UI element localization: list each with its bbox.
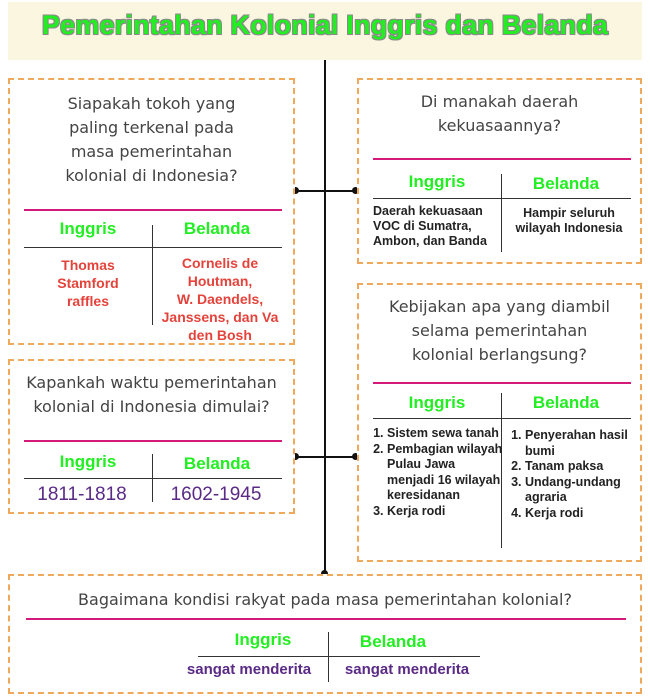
value-line: raffles — [66, 293, 110, 309]
daerah-box — [357, 78, 642, 264]
tokoh-box — [8, 78, 295, 345]
divider-pink — [373, 382, 631, 384]
connector-branch-middle — [296, 456, 356, 458]
table-column-rule — [328, 632, 329, 682]
tokoh-inggris-value — [24, 256, 152, 310]
question-line: Di manakah daerah — [420, 92, 579, 111]
value-line: Hampir seluruh — [523, 206, 615, 220]
list-item: 1. Penyerahan hasil bumi — [525, 428, 649, 459]
list-item: 2. Pembagian wilayah Pulau Jawa menjadi 16 wilayah keresidanan — [387, 442, 505, 504]
tokoh-belanda-value — [152, 254, 288, 344]
question-line: Siapakah tokoh yang — [67, 94, 236, 113]
value-line: den Bosh — [188, 327, 252, 343]
question-line: paling terkenal pada — [69, 118, 234, 137]
daerah-belanda-value — [503, 206, 635, 236]
value-line: VOC di Sumatra, — [373, 219, 472, 233]
question-line: kolonial di Indonesia? — [65, 166, 238, 185]
kebijakan-question — [359, 295, 640, 367]
value-line: Daerah kekuasaan — [373, 204, 483, 218]
title-banner — [8, 2, 642, 60]
central-connector-line — [324, 60, 326, 576]
table-header-rule — [373, 198, 631, 199]
kebijakan-belanda-list — [507, 428, 649, 521]
list-item: 3. Undang-undang agraria — [525, 475, 649, 506]
divider-pink — [373, 158, 631, 160]
divider-pink — [24, 440, 282, 442]
question-line: Kebijakan apa yang diambil — [389, 297, 610, 316]
list-item: 1. Sistem sewa tanah — [387, 426, 505, 442]
kebijakan-inggris-list — [369, 426, 505, 519]
list-item: 4. Kerja rodi — [525, 506, 649, 522]
page-title: Pemerintahan Kolonial Inggris dan Belanda — [41, 10, 609, 40]
question-line: kekuasaannya? — [437, 116, 562, 135]
value-line: Janssens, dan Va — [161, 309, 279, 325]
waktu-inggris-value: 1811-1818 — [37, 484, 127, 505]
daerah-question — [359, 90, 640, 138]
question-line: selama pemerintahan — [411, 321, 588, 340]
value-line: W. Daendels, — [176, 291, 264, 307]
connector-branch-top — [296, 190, 356, 192]
inggris-header: Inggris — [408, 393, 466, 412]
kondisi-question: Bagaimana kondisi rakyat pada masa pemerintahan kolonial? — [78, 590, 572, 609]
value-line: Thomas — [61, 257, 115, 273]
list-item: 2. Tanam paksa — [525, 459, 649, 475]
inggris-header: Inggris — [59, 452, 117, 471]
inggris-header: Inggris — [408, 172, 466, 191]
inggris-header: Inggris — [59, 219, 117, 238]
kondisi-belanda-value: sangat menderita — [344, 661, 470, 678]
kebijakan-box — [357, 283, 642, 562]
belanda-header: Belanda — [532, 174, 600, 193]
belanda-header: Belanda — [183, 219, 251, 238]
value-line: Houtman, — [187, 273, 253, 289]
daerah-inggris-value — [373, 204, 499, 249]
value-line: Cornelis de — [181, 255, 259, 271]
table-header-rule — [24, 247, 282, 248]
kondisi-box — [8, 574, 642, 694]
value-line: Stamford — [57, 275, 119, 291]
divider-pink — [24, 209, 282, 211]
divider-pink — [26, 618, 626, 620]
waktu-box — [8, 359, 295, 514]
belanda-header: Belanda — [359, 632, 427, 651]
question-line: masa pemerintahan — [70, 142, 233, 161]
belanda-header: Belanda — [532, 393, 600, 412]
question-line: kolonial berlangsung? — [411, 345, 588, 364]
tokoh-question — [10, 92, 293, 188]
table-header-rule — [24, 478, 282, 479]
waktu-belanda-value: 1602-1945 — [170, 484, 262, 505]
inggris-header: Inggris — [234, 630, 292, 649]
value-line: wilayah Indonesia — [515, 221, 623, 235]
table-header-rule — [198, 656, 480, 657]
table-header-rule — [373, 418, 631, 419]
waktu-question — [10, 371, 293, 419]
table-column-rule — [501, 174, 502, 252]
list-item: 3. Kerja rodi — [387, 504, 505, 520]
question-line: Kapankah waktu pemerintahan — [26, 373, 277, 392]
question-line: kolonial di Indonesia dimulai? — [33, 397, 270, 416]
belanda-header: Belanda — [183, 454, 251, 473]
kondisi-inggris-value: sangat menderita — [186, 661, 312, 678]
value-line: Ambon, dan Banda — [373, 234, 487, 248]
